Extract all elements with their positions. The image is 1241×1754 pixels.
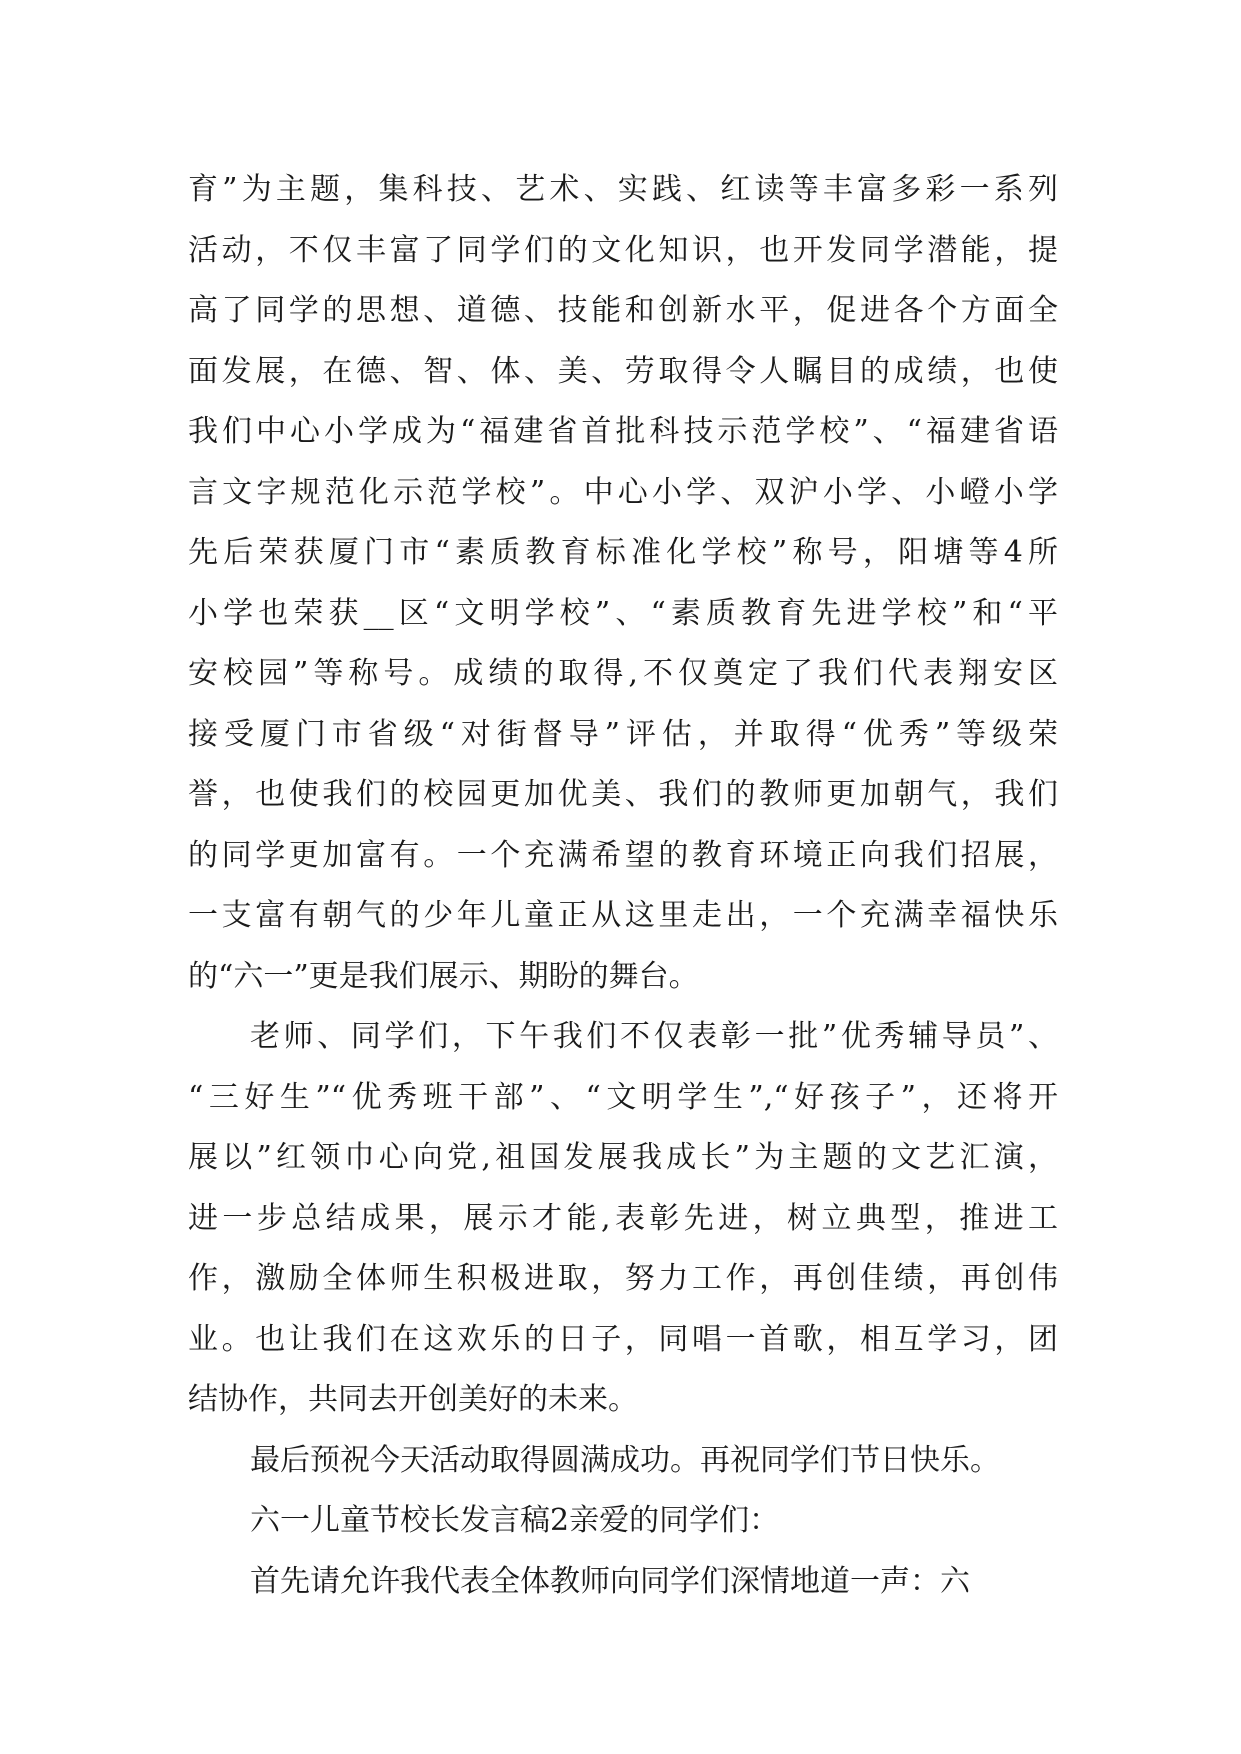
text-line: 面发展，在德、智、体、美、劳取得令人瞩目的成绩，也使 — [188, 353, 1058, 389]
text-line: 安校园”等称号。成绩的取得,不仅奠定了我们代表翔安区 — [188, 656, 1058, 691]
text-line: 作，激励全体师生积极进取，努力工作，再创佳绩，再创伟 — [188, 1261, 1058, 1296]
text-line: 老师、同学们，下午我们不仅表彰一批”优秀辅导员”、 — [250, 1019, 1058, 1054]
body-text — [188, 160, 1058, 1612]
text-line: 的“六一”更是我们展示、期盼的舞台。 — [188, 958, 699, 994]
text-line: 育”为主题，集科技、艺术、实践、红读等丰富多彩一系列 — [188, 172, 1058, 207]
text-line: 高了同学的思想、道德、技能和创新水平，促进各个方面全 — [188, 293, 1058, 328]
text-line: 誉，也使我们的校园更加优美、我们的教师更加朝气，我们 — [188, 777, 1058, 812]
text-line: 一支富有朝气的少年儿童正从这里走出，一个充满幸福快乐 — [188, 898, 1058, 933]
text-line: 业。也让我们在这欢乐的日子，同唱一首歌，相互学习，团 — [188, 1321, 1058, 1357]
text-line: 小学也荣获__区“文明学校”、“素质教育先进学校”和“平 — [188, 595, 1058, 631]
text-line: 的同学更加富有。一个充满希望的教育环境正向我们招展， — [188, 837, 1058, 873]
text-line: 我们中心小学成为“福建省首批科技示范学校”、“福建省语 — [188, 414, 1058, 449]
text-line: 接受厦门市省级“对街督导”评估，并取得“优秀”等级荣 — [188, 716, 1058, 752]
text-line: 首先请允许我代表全体教师向同学们深情地道一声：六 — [250, 1563, 970, 1599]
text-line: 活动，不仅丰富了同学们的文化知识，也开发同学潜能，提 — [188, 232, 1058, 268]
text-line: “三好生”“优秀班干部”、“文明学生”,“好孩子”，还将开 — [188, 1079, 1058, 1115]
text-line: 结协作，共同去开创美好的未来。 — [188, 1382, 638, 1417]
text-line: 言文字规范化示范学校”。中心小学、双沪小学、小嶝小学 — [188, 474, 1058, 510]
text-line: 展以”红领巾心向党,祖国发展我成长”为主题的文艺汇演， — [188, 1140, 1058, 1175]
text-line: 最后预祝今天活动取得圆满成功。再祝同学们节日快乐。 — [250, 1442, 1000, 1478]
text-line: 六一儿童节校长发言稿2亲爱的同学们： — [250, 1503, 780, 1538]
text-line: 进一步总结成果，展示才能,表彰先进，树立典型，推进工 — [188, 1200, 1058, 1236]
text-line: 先后荣获厦门市“素质教育标准化学校”称号，阳塘等4所 — [188, 535, 1058, 570]
